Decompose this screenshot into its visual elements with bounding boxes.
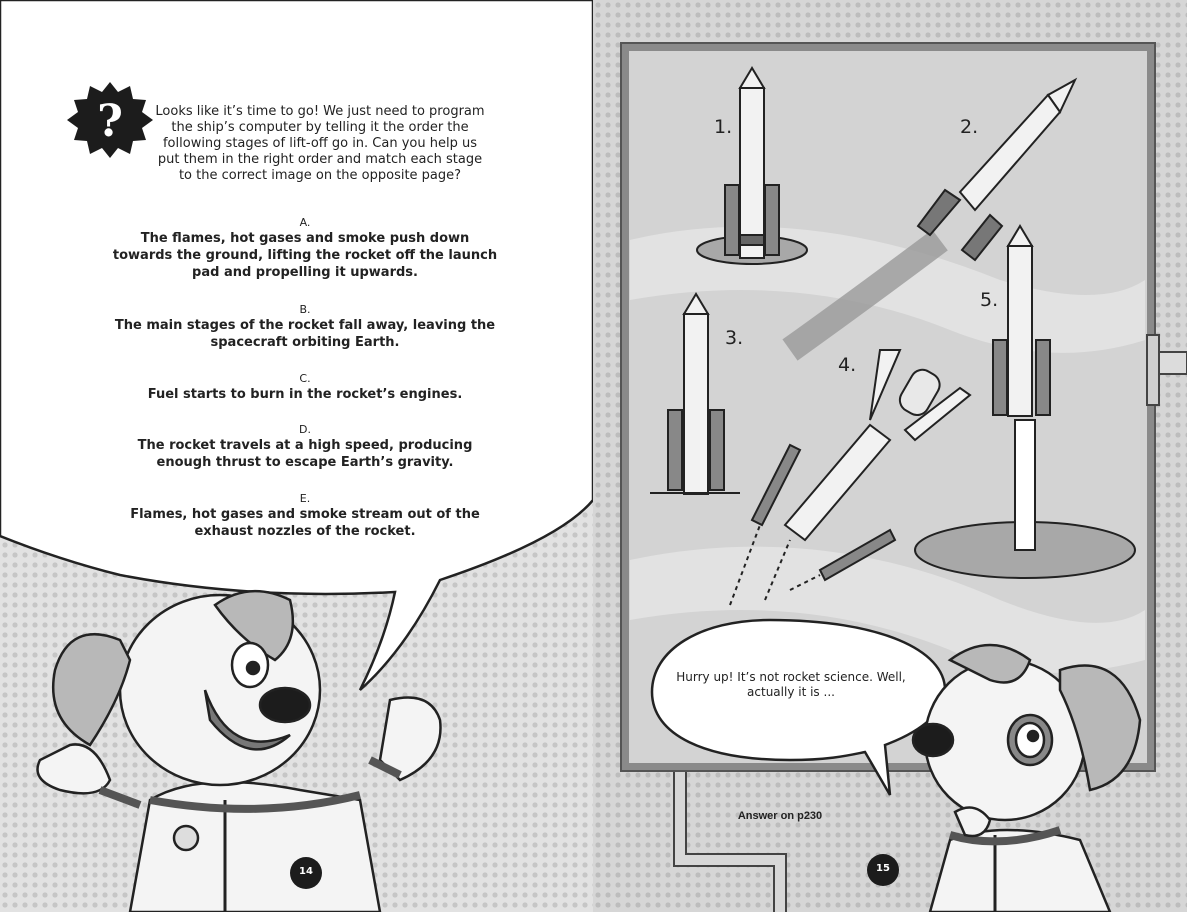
stage-letter: E. [299, 492, 311, 505]
stage-text: The rocket travels at a high speed, producing enough thrust to escape Earth’s gravity. [137, 438, 473, 470]
svg-text:?: ? [97, 96, 123, 147]
stage-text: Flames, hot gases and smoke stream out of the exhaust nozzles of the rocket. [130, 507, 480, 539]
stage-letter: C. [299, 372, 311, 385]
rocket-3 [650, 294, 740, 494]
frame-pipe [1159, 352, 1187, 374]
rocket-label-2: 2. [960, 116, 979, 138]
stage-letter: A. [299, 216, 311, 229]
speech-bubble-right [652, 620, 945, 795]
stage-letter: D. [299, 423, 311, 436]
frame-stand-inner [680, 772, 780, 912]
frame-connector [1147, 335, 1159, 405]
stage-letter: B. [299, 303, 311, 316]
rocket-label-1: 1. [714, 116, 733, 138]
answer-note: Answer on p230 [737, 810, 823, 822]
instructions-text: Looks like it’s time to go! We just need to program the ship’s computer by telling it the order the following stages of lift-off go in. Can you help us put them in the right order and match each stage to the correct image on the opposite page? [155, 104, 485, 183]
stage-text: The main stages of the rocket fall away, leaving the spacecraft orbiting Earth. [114, 318, 496, 350]
rocket-label-5: 5. [980, 289, 999, 311]
page-number-right: 15 [876, 863, 890, 874]
stage-text: Fuel starts to burn in the rocket’s engines. [147, 387, 463, 402]
page-number-left: 14 [299, 866, 313, 877]
dog-character-right [913, 645, 1140, 912]
rocket-label-4: 4. [838, 354, 857, 376]
frame-stand [680, 772, 780, 912]
stage-text: The flames, hot gases and smoke push down towards the ground, lifting the rocket off the launch pad and propelling it upwards. [112, 231, 498, 280]
speech-text-right: Hurry up! It’s not rocket science. Well, actually it is ... [676, 670, 906, 699]
rocket-label-3: 3. [725, 327, 744, 349]
